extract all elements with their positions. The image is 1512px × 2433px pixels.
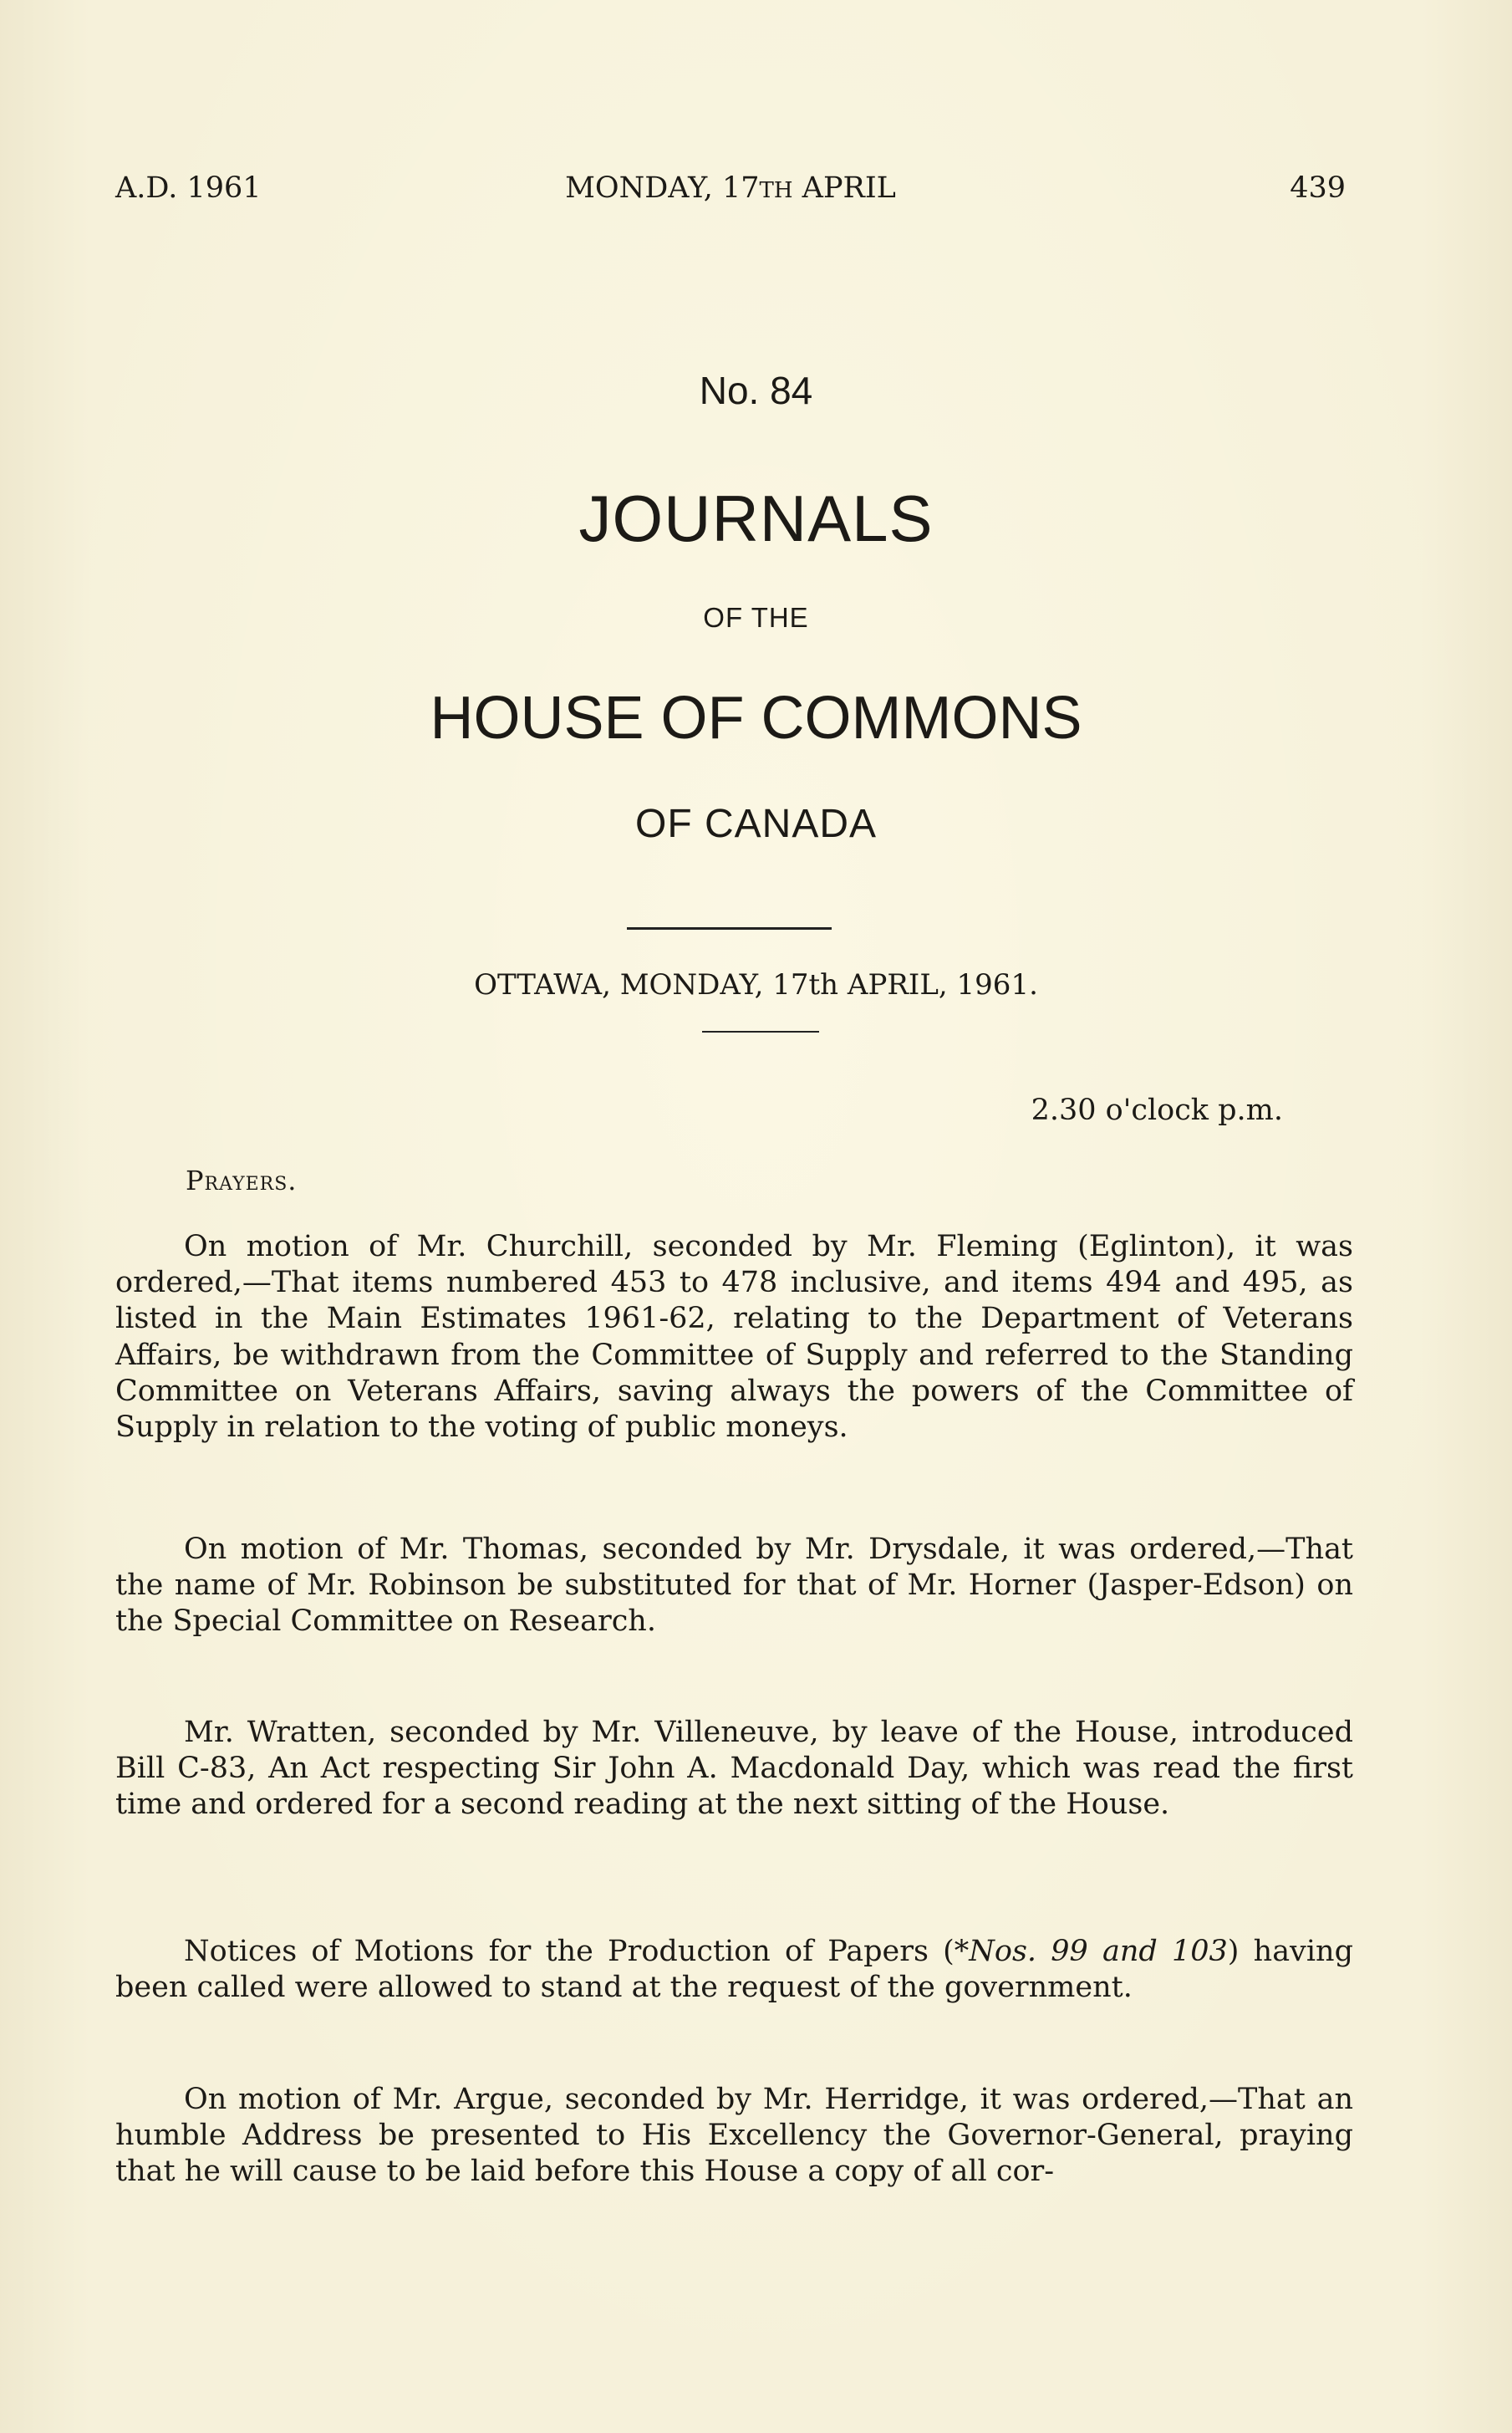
dateline: OTTAWA, MONDAY, 17th APRIL, 1961. — [474, 968, 1038, 1002]
divider-rule-short — [702, 1031, 819, 1033]
divider-rule — [627, 927, 832, 930]
issue-number: No. 84 — [699, 369, 813, 412]
running-head-date — [115, 167, 1346, 212]
running-head-year: A.D. 1961 — [115, 171, 262, 205]
notices-numbers: *Nos. 99 and 103 — [954, 1935, 1228, 1968]
title-journals: JOURNALS — [578, 482, 934, 555]
prayers-heading: Prayers. — [186, 1165, 298, 1196]
notices-text-before: Notices of Motions for the Production of Papers ( — [184, 1935, 955, 1968]
paragraph-notices-of-motions — [115, 1934, 1353, 2006]
notices-text-after: ) having been called were allowed to stand at the request of the government. — [115, 1935, 1353, 2005]
paragraph-churchill-motion: On motion of Mr. Churchill, seconded by Mr. Fleming (Eglinton), it was ordered,—That items numbered 453 to 478 inclusive, and items 494 and 495, as listed in the Main Estimates 1961-62, relating to the Department of Veterans Affairs, be withdrawn from the Committee of Supply and referred to the Standing Committee on Veterans Affairs, saving always the powers of the Committee of Supply in relation to the voting of public moneys. — [115, 1230, 1353, 1445]
title-of-canada: OF CANADA — [634, 802, 878, 846]
running-head-date-month: APRIL — [792, 171, 896, 205]
sitting-time: 2.30 o'clock p.m. — [1031, 1094, 1283, 1127]
title-house-of-commons: HOUSE OF COMMONS — [430, 685, 1082, 752]
paragraph-thomas-motion: On motion of Mr. Thomas, seconded by Mr. Drysdale, it was ordered,—That the name of Mr. Robinson be substituted for that of Mr. Horner (Jasper-Edson) on the Special Committee on Research. — [115, 1533, 1353, 1639]
running-head-date-prefix: MONDAY, 17 — [565, 171, 760, 205]
paragraph-wratten-bill: Mr. Wratten, seconded by Mr. Villeneuve, by leave of the House, introduced Bill C-83, An Act respecting Sir John A. Macdonald Day, which was read the first time and ordered for a second reading at the next sitting of the House. — [115, 1716, 1353, 1822]
paragraph-argue-motion: On motion of Mr. Argue, seconded by Mr. Herridge, it was ordered,—That an humble Address be presented to His Excellency the Governor-General, praying that he will cause to be laid before this House a copy of all cor- — [115, 2083, 1353, 2189]
running-head — [115, 167, 1346, 209]
title-of-the: OF THE — [703, 602, 809, 633]
page-number: 439 — [1290, 171, 1346, 205]
running-head-date-ordinal: TH — [759, 178, 793, 203]
